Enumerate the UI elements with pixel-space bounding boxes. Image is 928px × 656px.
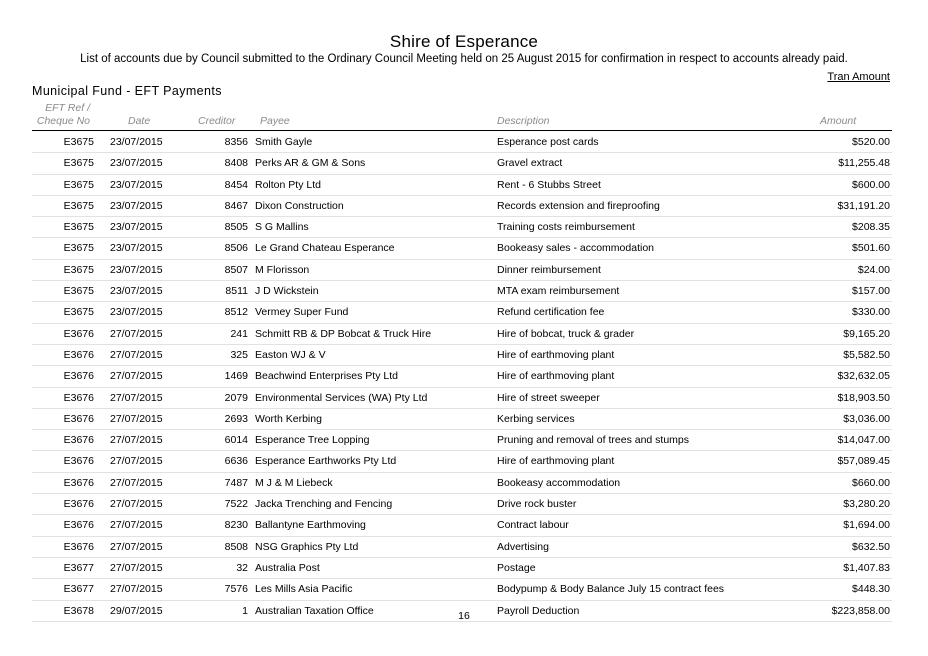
row-amount: $660.00 (852, 476, 890, 489)
row-ref: E3676 (63, 348, 94, 361)
row-ref: E3676 (63, 327, 94, 340)
table-row (32, 175, 892, 196)
row-description: Hire of earthmoving plant (497, 455, 615, 468)
row-creditor: 8507 (224, 263, 248, 276)
row-date: 29/07/2015 (110, 604, 163, 617)
row-creditor: 325 (230, 348, 248, 361)
row-description: Dinner reimbursement (497, 263, 601, 276)
row-ref: E3677 (63, 561, 94, 574)
row-date: 27/07/2015 (110, 498, 163, 511)
row-creditor: 8356 (224, 136, 248, 148)
row-description: Hire of bobcat, truck & grader (497, 327, 635, 340)
row-payee: Dixon Construction (255, 199, 344, 212)
table-row (32, 494, 892, 515)
table-row (32, 388, 892, 409)
row-payee: Australia Post (255, 561, 320, 574)
row-ref: E3675 (63, 136, 94, 148)
row-payee: Le Grand Chateau Esperance (255, 242, 395, 255)
row-ref: E3676 (63, 498, 94, 511)
table-row (32, 515, 892, 536)
row-description: Training costs reimbursement (497, 221, 635, 234)
row-amount: $208.35 (852, 221, 890, 234)
row-description: Records extension and fireproofing (497, 199, 660, 212)
table-row (32, 537, 892, 558)
row-date: 27/07/2015 (110, 476, 163, 489)
table-row (32, 132, 892, 153)
table-row (32, 260, 892, 281)
row-creditor: 8512 (224, 306, 248, 319)
table-row (32, 217, 892, 238)
row-ref: E3676 (63, 412, 94, 425)
row-payee: Worth Kerbing (255, 412, 322, 425)
row-date: 27/07/2015 (110, 519, 163, 532)
header-ref (36, 102, 90, 128)
row-payee: M Florisson (255, 263, 310, 276)
row-ref: E3676 (63, 370, 94, 383)
table-row (32, 153, 892, 174)
header-creditor: Creditor (198, 115, 236, 127)
header-ref-line2: Cheque No (36, 115, 90, 127)
row-description: Esperance post cards (497, 136, 599, 148)
row-description: Rent - 6 Stubbs Street (497, 178, 601, 191)
row-payee: Smith Gayle (255, 136, 313, 148)
header-ref-line1: EFT Ref / (45, 102, 90, 114)
row-payee: Australian Taxation Office (255, 604, 374, 617)
row-amount: $223,858.00 (831, 604, 890, 617)
row-creditor: 8506 (224, 242, 248, 255)
table-row (32, 451, 892, 472)
row-creditor: 7576 (224, 583, 248, 596)
row-amount: $18,903.50 (837, 391, 890, 404)
row-description: Pruning and removal of trees and stumps (497, 434, 690, 447)
row-amount: $3,036.00 (843, 412, 890, 425)
row-payee: Esperance Tree Lopping (255, 434, 370, 447)
row-amount: $1,407.83 (843, 561, 890, 574)
row-description: Refund certification fee (497, 306, 605, 319)
row-description: Drive rock buster (497, 498, 577, 511)
row-creditor: 241 (230, 327, 248, 340)
row-payee: NSG Graphics Pty Ltd (255, 540, 359, 553)
row-date: 27/07/2015 (110, 561, 163, 574)
table-row (32, 238, 892, 259)
row-creditor: 8454 (224, 178, 248, 191)
table-header (0, 100, 928, 130)
row-ref: E3676 (63, 540, 94, 553)
row-date: 23/07/2015 (110, 285, 163, 298)
row-ref: E3676 (63, 434, 94, 447)
row-date: 23/07/2015 (110, 306, 163, 319)
row-amount: $24.00 (857, 263, 890, 276)
row-amount: $330.00 (852, 306, 890, 319)
row-date: 23/07/2015 (110, 157, 163, 170)
row-ref: E3675 (63, 263, 94, 276)
row-date: 27/07/2015 (110, 412, 163, 425)
row-description: Postage (497, 561, 536, 574)
row-date: 27/07/2015 (110, 348, 163, 361)
row-ref: E3676 (63, 519, 94, 532)
row-date: 23/07/2015 (110, 136, 163, 148)
row-description: Kerbing services (497, 412, 575, 425)
row-payee: Jacka Trenching and Fencing (255, 498, 393, 511)
header-rule (32, 130, 892, 131)
row-payee: Les Mills Asia Pacific (255, 583, 353, 596)
row-payee: Beachwind Enterprises Pty Ltd (255, 370, 398, 383)
row-date: 23/07/2015 (110, 263, 163, 276)
row-description: Hire of street sweeper (497, 391, 600, 404)
row-creditor: 32 (236, 561, 248, 574)
row-creditor: 8511 (225, 285, 248, 298)
row-creditor: 6014 (224, 434, 248, 447)
page-number: 16 (458, 610, 470, 622)
row-amount: $9,165.20 (843, 327, 890, 340)
row-date: 27/07/2015 (110, 434, 163, 447)
row-description: Hire of earthmoving plant (497, 348, 615, 361)
row-description: Hire of earthmoving plant (497, 370, 615, 383)
row-amount: $5,582.50 (843, 348, 890, 361)
row-creditor: 1 (242, 604, 248, 617)
row-date: 27/07/2015 (110, 327, 163, 340)
row-amount: $520.00 (852, 136, 890, 148)
row-amount: $501.60 (852, 242, 890, 255)
document-subtitle: List of accounts due by Council submitted to the Ordinary Council Meeting held on 25 August 2015 for confirmation in respect to accounts already paid. (80, 53, 848, 65)
row-payee: J D Wickstein (255, 285, 319, 298)
table-row (32, 558, 892, 579)
row-date: 27/07/2015 (110, 391, 163, 404)
row-amount: $57,089.45 (837, 455, 890, 468)
row-creditor: 2693 (224, 412, 248, 425)
row-date: 27/07/2015 (110, 540, 163, 553)
table-row (32, 473, 892, 494)
tran-amount-label: Tran Amount (827, 71, 890, 83)
row-creditor: 6636 (224, 455, 248, 468)
row-ref: E3676 (63, 476, 94, 489)
row-amount: $448.30 (852, 583, 890, 596)
row-creditor: 8467 (224, 199, 248, 212)
row-amount: $600.00 (852, 178, 890, 191)
row-ref: E3675 (63, 242, 94, 255)
row-payee: S G Mallins (255, 221, 309, 234)
row-ref: E3676 (63, 391, 94, 404)
row-payee: Easton WJ & V (255, 348, 326, 361)
row-amount: $32,632.05 (837, 370, 890, 383)
header-description: Description (497, 115, 550, 127)
table-row (32, 281, 892, 302)
row-date: 27/07/2015 (110, 370, 163, 383)
row-ref: E3675 (63, 221, 94, 234)
header-payee: Payee (260, 115, 290, 127)
row-creditor: 2079 (224, 391, 248, 404)
row-creditor: 8508 (224, 540, 248, 553)
row-creditor: 8230 (224, 519, 248, 532)
table-row (32, 366, 892, 387)
header-date: Date (128, 115, 151, 127)
row-ref: E3675 (63, 285, 94, 298)
row-ref: E3678 (63, 604, 94, 617)
row-creditor: 8408 (224, 157, 248, 170)
row-creditor: 1469 (224, 370, 248, 383)
row-ref: E3676 (63, 455, 94, 468)
row-ref: E3675 (63, 178, 94, 191)
table-row (32, 302, 892, 323)
row-description: Payroll Deduction (497, 604, 580, 617)
row-description: MTA exam reimbursement (497, 285, 620, 298)
row-payee: Vermey Super Fund (255, 306, 349, 319)
row-payee: M J & M Liebeck (255, 476, 333, 489)
row-ref: E3677 (63, 583, 94, 596)
header-amount: Amount (820, 115, 857, 127)
row-amount: $157.00 (852, 285, 890, 298)
payments-table (0, 132, 928, 622)
row-amount: $31,191.20 (837, 199, 890, 212)
row-description: Bookeasy accommodation (497, 476, 621, 489)
row-creditor: 7487 (224, 476, 248, 489)
table-row (32, 430, 892, 451)
row-date: 23/07/2015 (110, 178, 163, 191)
row-amount: $632.50 (852, 540, 890, 553)
row-date: 23/07/2015 (110, 242, 163, 255)
document-title: Shire of Esperance (389, 32, 539, 51)
row-payee: Environmental Services (WA) Pty Ltd (255, 391, 428, 404)
table-row (32, 324, 892, 345)
row-creditor: 7522 (224, 498, 248, 511)
table-row (32, 409, 892, 430)
row-amount: $14,047.00 (837, 434, 890, 447)
row-ref: E3675 (63, 199, 94, 212)
table-row (32, 196, 892, 217)
table-row (32, 579, 892, 600)
row-amount: $3,280.20 (843, 498, 890, 511)
section-title: Municipal Fund - EFT Payments (32, 84, 222, 98)
row-date: 23/07/2015 (110, 221, 163, 234)
row-amount: $11,255.48 (838, 157, 890, 170)
row-description: Gravel extract (497, 157, 563, 170)
row-payee: Rolton Pty Ltd (255, 178, 321, 191)
row-description: Bookeasy sales - accommodation (497, 242, 654, 255)
row-date: 27/07/2015 (110, 455, 163, 468)
row-description: Bodypump & Body Balance July 15 contract fees (497, 583, 725, 596)
row-payee: Esperance Earthworks Pty Ltd (255, 455, 397, 468)
row-payee: Ballantyne Earthmoving (255, 519, 366, 532)
row-ref: E3675 (63, 306, 94, 319)
row-description: Advertising (497, 540, 549, 553)
row-description: Contract labour (497, 519, 569, 532)
row-date: 23/07/2015 (110, 199, 163, 212)
row-ref: E3675 (63, 157, 94, 170)
row-amount: $1,694.00 (843, 519, 890, 532)
table-row (32, 345, 892, 366)
row-date: 27/07/2015 (110, 583, 163, 596)
row-payee: Schmitt RB & DP Bobcat & Truck Hire (255, 327, 432, 340)
row-creditor: 8505 (224, 221, 248, 234)
row-payee: Perks AR & GM & Sons (255, 157, 366, 170)
